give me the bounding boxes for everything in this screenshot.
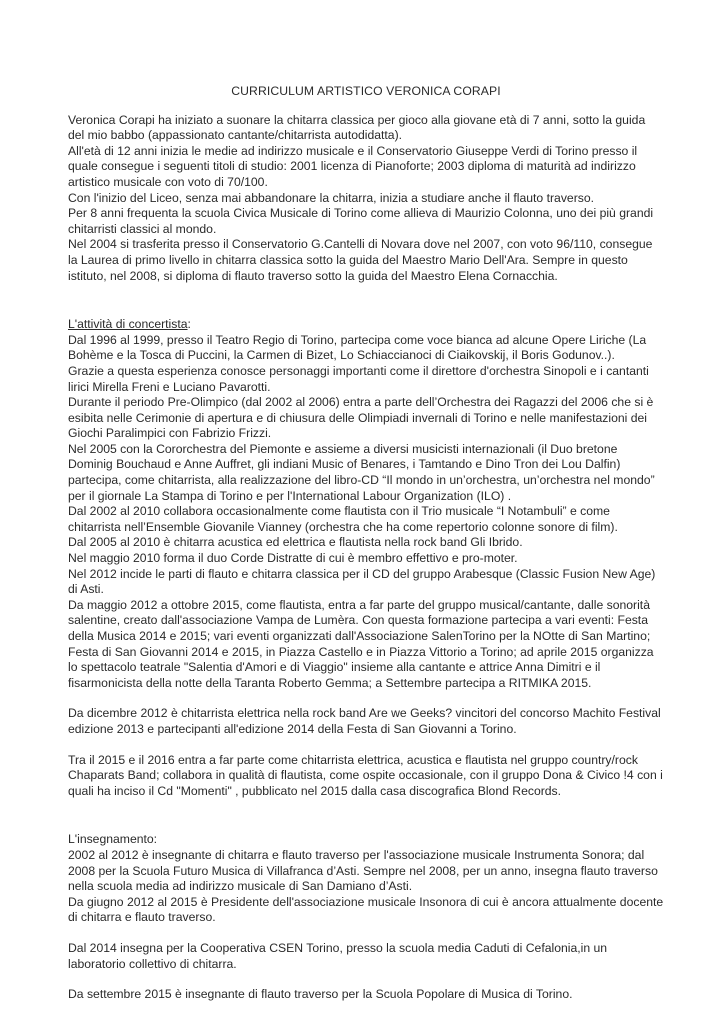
- chaparats-paragraph: Tra il 2015 e il 2016 entra a far parte come chitarrista elettrica, acustica e flautista nel gruppo country/rock Chaparats Band; collabora in qualità di flautista, come ospite occasionale, con il gruppo Dona & Civico !4 con i quali ha inciso il Cd "Momenti" , pubblicato nel 2015 dalla casa discografica Blond Records.: [68, 752, 663, 798]
- paragraph-spacer: [68, 691, 664, 706]
- intro-paragraph: Per 8 anni frequenta la scuola Civica Musicale di Torino come allieva di Maurizio Colonna, uno dei più grandi chitarristi classici al mondo.: [68, 206, 654, 236]
- concert-paragraph: Nel 2005 con la Cororchestra del Piemonte e assieme a diversi musicisti internazionali (il Duo bretone Dominig Bouchaud e Anne Auffret, gli indiani Music of Benares, i Tamtando e Dino Tron dei Lou Dalfin) partecipa, come chitarrista, alla realizzazione del libro-CD “Il mondo in un’orchestra, un’orchestra nel mondo” per il giornale La Stampa di Torino e per l'International Labour Organization (ILO) .: [68, 441, 655, 503]
- concert-paragraph: Dal 2002 al 2010 collabora occasionalmente come flautista con il Trio musicale “I Notambuli” e come chitarrista nell’Ensemble Giovanile Vianney (orchestra che ha come repertorio colonne sonore di film).: [68, 504, 618, 534]
- teaching-paragraph: 2002 al 2012 è insegnante di chitarra e flauto traverso per l'associazione musicale Instrumenta Sonora; dal 2008 per la Scuola Futuro Musica di Villafranca d’Asti. Sempre nel 2008, per un anno, insegna flauto traverso nella scuola media ad indirizzo musicale di San Damiano d’Asti.: [68, 847, 658, 894]
- teaching-paragraph: Da giugno 2012 al 2015 è Presidente dell'associazione musicale Insonora di cui è ancora attualmente docente di chitarra e flauto traverso.: [68, 894, 664, 925]
- concert-paragraph: Grazie a questa esperienza conosce personaggi importanti come il direttore d'orchestra Sinopoli e i cantanti lirici Mirella Freni e Luciano Pavarotti.: [68, 363, 649, 394]
- concert-heading: [68, 317, 664, 333]
- concert-paragraph: Nel maggio 2010 forma il duo Corde Distratte di cui è membro effettivo e pro-moter.: [68, 551, 518, 566]
- section-spacer: [68, 799, 664, 832]
- paragraph-spacer: [68, 926, 664, 941]
- concert-paragraph: Dal 1996 al 1999, presso il Teatro Regio di Torino, partecipa come voce bianca ad alcune Opere Liriche (La Bohème e la Tosca di Puccini, la Carmen di Bizet, Lo Schiaccianoci di Ciaikovskij, il Boris Godunov..).: [68, 332, 647, 363]
- concert-paragraph: Nel 2012 incide le parti di flauto e chitarra classica per il CD del gruppo Arabesque (Classic Fusion New Age) di Asti.: [68, 566, 656, 597]
- intro-paragraph: Con l'inizio del Liceo, senza mai abbandonare la chitarra, inizia a studiare anche il flauto traverso.: [68, 190, 595, 205]
- geeks-paragraph: Da dicembre 2012 è chitarrista elettrica nella rock band Are we Geeks? vincitori del concorso Machito Festival edizione 2013 e partecipanti all'edizione 2014 della Festa di San Giovanni a Torino.: [68, 706, 661, 736]
- intro-paragraph: Veronica Corapi ha iniziato a suonare la chitarra classica per gioco alla giovane età di 7 anni, sotto la guida del mio babbo (appassionato cantante/chitarrista autodidatta).: [68, 112, 646, 143]
- intro-paragraph: Nel 2004 si trasferita presso il Conservatorio G.Cantelli di Novara dove nel 2007, con voto 96/110, consegue la Laurea di primo livello in chitarra classica sotto la guida del Maestro Mario Dell'Ara. Sempre in questo istituto, nel 2008, si diploma di flauto traverso sotto la guida del Maestro Elena Cornacchia.: [68, 237, 653, 283]
- intro-section: [68, 113, 664, 285]
- intro-paragraph: All'età di 12 anni inizia le medie ad indirizzo musicale e il Conservatorio Giuseppe Verdi di Torino presso il quale consegue i seguenti titoli di studio: 2001 licenza di Pianoforte; 2003 diploma di maturità ad indirizzo artistico musicale con voto di 70/100.: [68, 143, 638, 189]
- concert-paragraph: Da maggio 2012 a ottobre 2015, come flautista, entra a far parte del gruppo musical/cantante, dalle sonorità salentine, creato dall'associazione Vampa de Lumèra. Con questa formazione partecipa a vari eventi: Festa della Musica 2014 e 2015; vari eventi organizzati dall'Associazione SalenTorino per la NOtte di San Martino; Festa di San Giovanni 2014 e 2015, in Piazza Castello e in Piazza Vittorio a Torino; ad aprile 2015 organizza lo spettacolo teatrale "Salentia d'Amori e di Viaggio" insieme alla cantante e attrice Anna Dimitri e il fisarmonicista della notte della Taranta Roberto Gemma; a Settembre partecipa a RITMIKA 2015.: [68, 597, 654, 690]
- concert-heading-text: L'attività di concertista: [68, 317, 188, 332]
- paragraph-spacer: [68, 738, 664, 753]
- page-title: CURRICULUM ARTISTICO VERONICA CORAPI: [231, 84, 501, 98]
- paragraph-spacer: [68, 972, 664, 987]
- section-spacer: [68, 284, 664, 317]
- teaching-heading: L'insegnamento:: [68, 832, 158, 847]
- concert-heading-colon: :: [187, 317, 191, 332]
- teaching-section: [68, 832, 664, 1002]
- concert-paragraph: Dal 2005 al 2010 è chitarra acustica ed elettrica e flautista nella rock band Gli Ibrido.: [68, 535, 523, 550]
- document-body: [68, 84, 664, 1003]
- concert-paragraph: Durante il periodo Pre-Olimpico (dal 2002 al 2006) entra a parte dell’Orchestra dei Ragazzi del 2006 che si è esibita nelle Cerimonie di apertura e di chiusura delle Olimpiadi invernali di Torino e nelle manifestazioni dei Giochi Paralimpici con Fabrizio Frizzi.: [68, 395, 654, 441]
- csen-paragraph: Dal 2014 insegna per la Cooperativa CSEN Torino, presso la scuola media Caduti di Cefalonia,in un laboratorio collettivo di chitarra.: [68, 940, 608, 971]
- popolare-paragraph: Da settembre 2015 è insegnante di flauto traverso per la Scuola Popolare di Musica di Torino.: [68, 987, 573, 1002]
- concert-section: [68, 317, 664, 799]
